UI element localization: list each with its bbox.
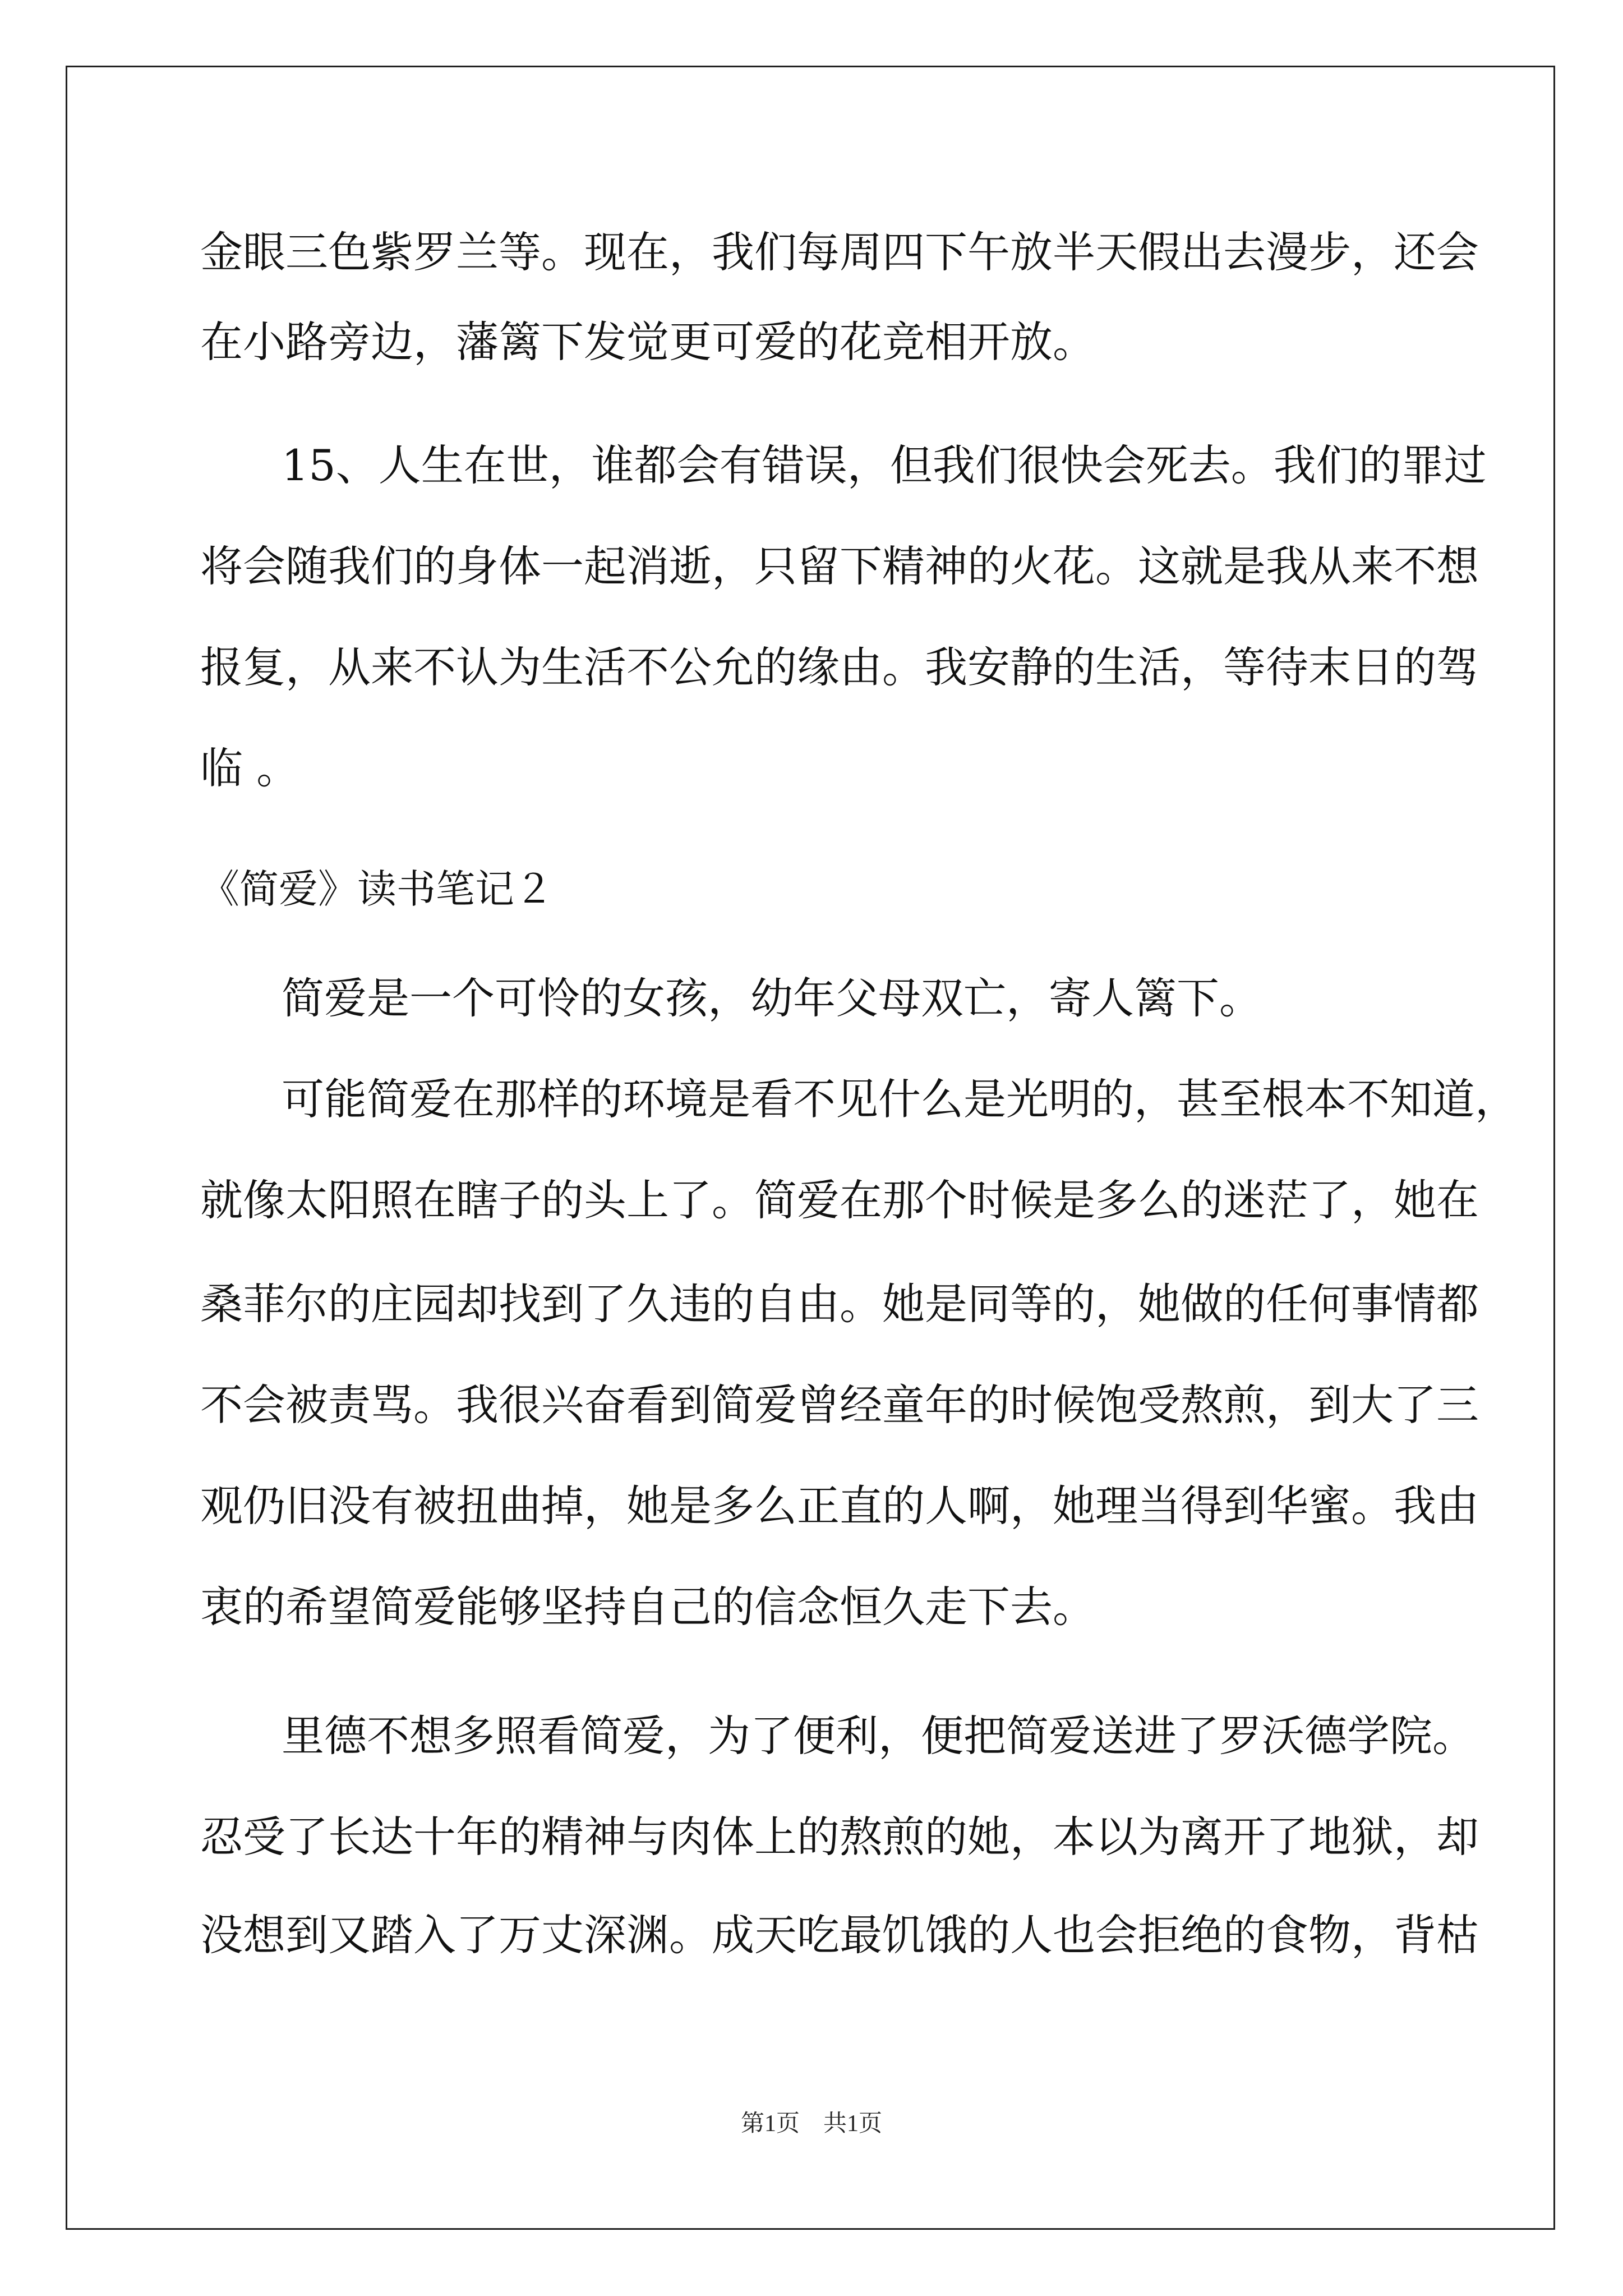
text-line: 衷的希望简爱能够坚持自己的信念恒久走下去。: [200, 1582, 1095, 1632]
text-line: 观仍旧没有被扭曲掉，她是多么正直的人啊，她理当得到华蜜。我由: [200, 1481, 1479, 1531]
text-line: 桑菲尔的庄园却找到了久违的自由。她是同等的，她做的任何事情都: [200, 1279, 1479, 1329]
text-line: 报复，从来不认为生活不公允的缘由。我安静的生活，等待末日的驾: [200, 642, 1479, 692]
text-line: 15、人生在世，谁都会有错误，但我们很快会死去。我们的罪过: [282, 440, 1487, 490]
text-line: 临 。: [200, 743, 299, 793]
text-line: 将会随我们的身体一起消逝，只留下精神的火花。这就是我从来不想: [200, 541, 1479, 591]
text-line: 就像太阳照在瞎子的头上了。简爱在那个时候是多么的迷茫了，她在: [200, 1175, 1479, 1225]
text-line: 简爱是一个可怜的女孩，幼年父母双亡，寄人篱下。: [282, 973, 1262, 1023]
text-line: 金眼三色紫罗兰等。现在，我们每周四下午放半天假出去漫步，还会: [200, 227, 1479, 277]
section-heading: 《简爱》读书笔记２: [200, 866, 554, 912]
text-line: 可能简爱在那样的环境是看不见什么是光明的，甚至根本不知道，: [282, 1074, 1518, 1124]
text-line: 没想到又踏入了万丈深渊。成天吃最饥饿的人也会拒绝的食物，背枯: [200, 1910, 1479, 1960]
text-line: 忍受了长达十年的精神与肉体上的熬煎的她，本以为离开了地狱，却: [200, 1812, 1479, 1862]
text-line: 不会被责骂。我很兴奋看到简爱曾经童年的时候饱受熬煎，到大了三: [200, 1380, 1479, 1430]
page-border: [66, 66, 1555, 2230]
page-footer: 第1页 共1页: [740, 2111, 882, 2137]
text-line: 里德不想多照看简爱，为了便利，便把简爱送进了罗沃德学院。: [282, 1711, 1475, 1761]
text-line: 在小路旁边，藩篱下发觉更可爱的花竞相开放。: [200, 317, 1095, 367]
